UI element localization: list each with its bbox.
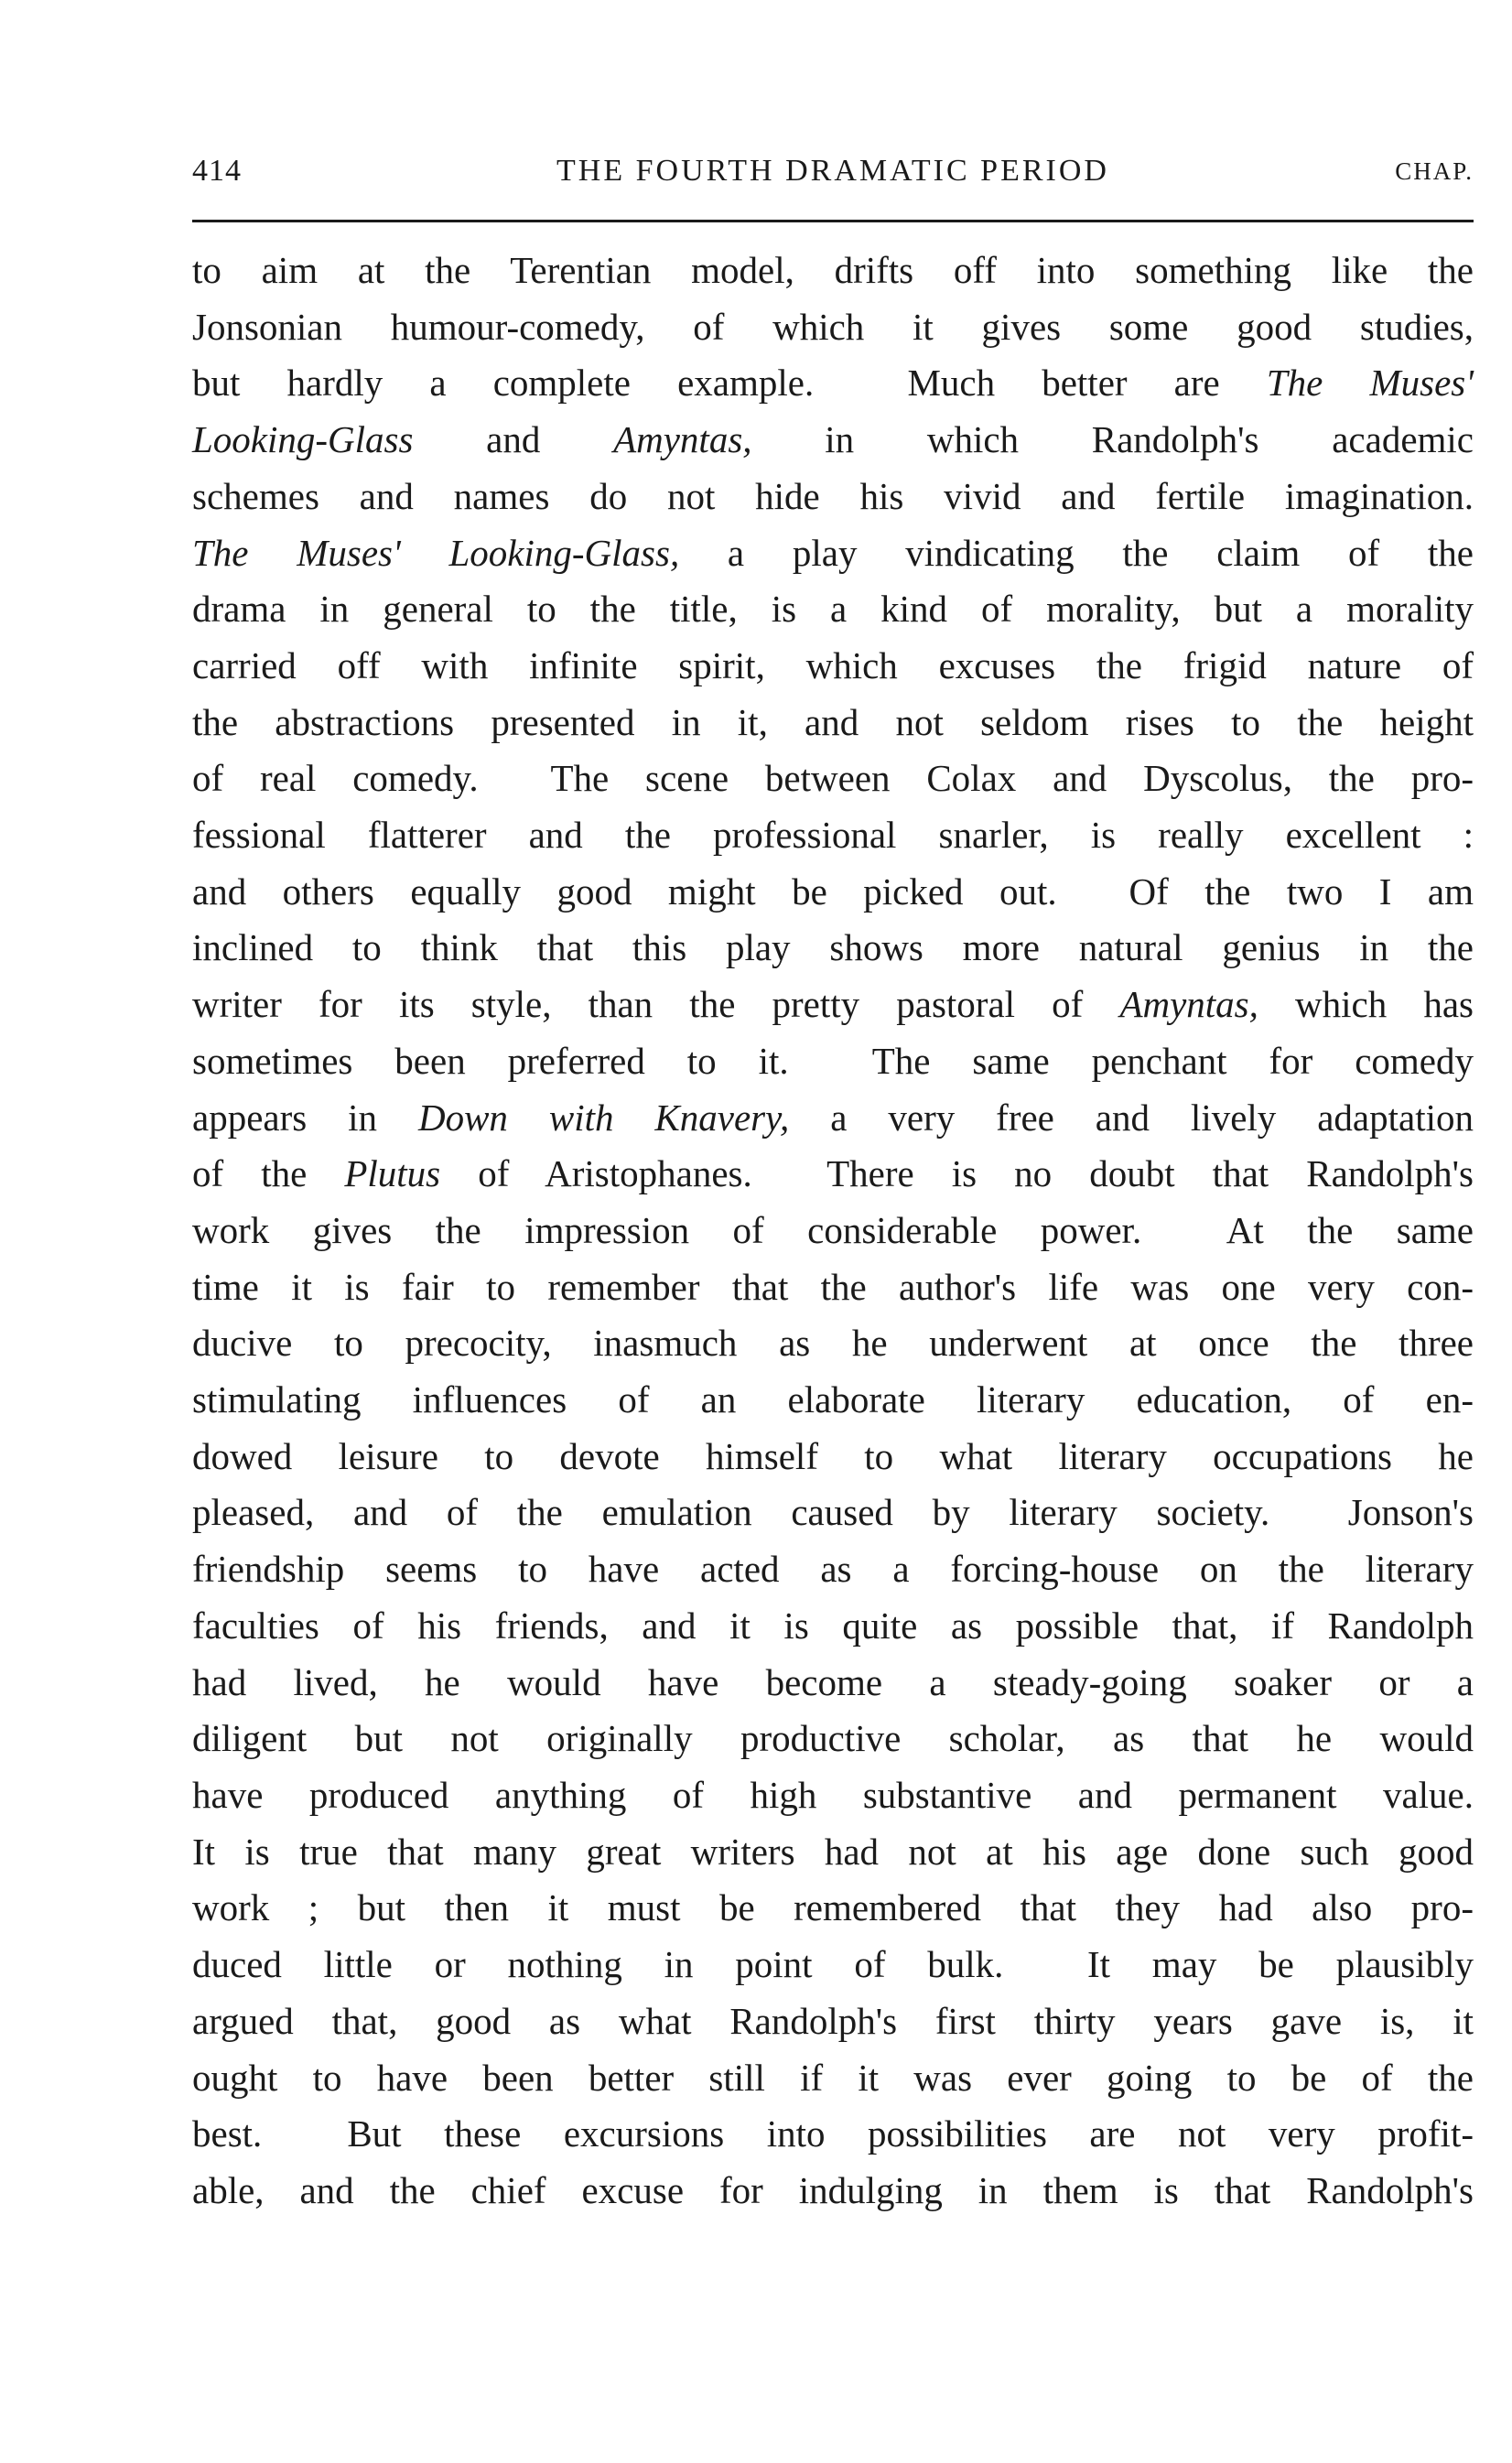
- text-line: [192, 751, 1474, 807]
- text-segment: faculties of his friends, and it is quite as possible that, if Randolph: [192, 1604, 1474, 1647]
- text-segment: work gives the impression of considerable power. At the same: [192, 1208, 1474, 1251]
- text-line: [192, 1146, 1474, 1203]
- text-segment: best. But these excursions into possibilities are not very profit-: [192, 2112, 1474, 2155]
- text-segment: ought to have been better still if it was ever going to be of the: [192, 2056, 1474, 2099]
- text-segment: a play vindicating the claim of the: [679, 531, 1474, 574]
- text-segment: and: [413, 418, 614, 461]
- text-segment: of the: [192, 1152, 345, 1195]
- text-segment: duced little or nothing in point of bulk. It may be plausibly: [192, 1943, 1474, 1986]
- text-segment: argued that, good as what Randolph's first thirty years gave is, it: [192, 1999, 1474, 2042]
- text-segment: had lived, he would have become a steady-going soaker or a: [192, 1660, 1474, 1703]
- text-line: [192, 1655, 1474, 1712]
- text-segment: have produced anything of high substantive and permanent value.: [192, 1773, 1474, 1816]
- text-segment: writer for its style, than the pretty pastoral of: [192, 983, 1120, 1026]
- italic-title: Amyntas,: [1119, 983, 1258, 1026]
- text-segment: drama in general to the title, is a kind of morality, but a morality: [192, 588, 1474, 631]
- text-segment: dowed leisure to devote himself to what literary occupations he: [192, 1434, 1474, 1477]
- text-line: [192, 1033, 1474, 1090]
- text-segment: of real comedy. The scene between Colax and Dyscolus, the pro-: [192, 757, 1474, 800]
- text-line: [192, 243, 1474, 299]
- italic-title: The Muses': [1266, 362, 1474, 405]
- text-line: [192, 1880, 1474, 1937]
- italic-title: Amyntas,: [613, 418, 752, 461]
- text-segment: diligent but not originally productive scholar, as that he would: [192, 1717, 1474, 1760]
- text-segment: schemes and names do not hide his vivid and fertile imagination.: [192, 474, 1474, 517]
- text-line: [192, 355, 1474, 412]
- text-line: [192, 1767, 1474, 1824]
- running-head: [192, 137, 1474, 196]
- italic-title: Looking-Glass: [192, 418, 414, 461]
- text-line: [192, 1315, 1474, 1372]
- text-line: [192, 581, 1474, 638]
- italic-title: Plutus: [344, 1152, 441, 1195]
- text-line: [192, 864, 1474, 921]
- italic-title: Down with Knavery,: [417, 1096, 790, 1139]
- text-line: [192, 1090, 1474, 1147]
- text-segment: fessional flatterer and the professional snarler, is really excellent :: [192, 814, 1474, 857]
- text-segment: sometimes been preferred to it. The same penchant for comedy: [192, 1039, 1474, 1082]
- text-segment: friendship seems to have acted as a forcing-house on the literary: [192, 1548, 1474, 1591]
- page-number: 414: [192, 154, 242, 188]
- text-line: [192, 469, 1474, 525]
- text-line: [192, 1203, 1474, 1259]
- text-segment: to aim at the Terentian model, drifts off into something like the: [192, 249, 1474, 291]
- text-line: [192, 1993, 1474, 2050]
- text-segment: but hardly a complete example. Much better are: [192, 362, 1267, 405]
- text-line: [192, 695, 1474, 751]
- book-page: [192, 137, 1474, 2220]
- text-segment: appears in: [192, 1096, 418, 1139]
- text-segment: ducive to precocity, inasmuch as he underwent at once the three: [192, 1322, 1474, 1365]
- text-line: [192, 638, 1474, 695]
- text-line: [192, 1711, 1474, 1767]
- text-segment: and others equally good might be picked out. Of the two I am: [192, 870, 1474, 913]
- text-segment: inclined to think that this play shows more natural genius in the: [192, 926, 1474, 969]
- text-segment: stimulating influences of an elaborate literary education, of en-: [192, 1378, 1474, 1421]
- text-line: [192, 2050, 1474, 2107]
- text-segment: able, and the chief excuse for indulging in them is that Randolph's: [192, 2168, 1474, 2211]
- text-line: [192, 1541, 1474, 1598]
- text-line: [192, 977, 1474, 1033]
- header-rule: [192, 220, 1474, 222]
- text-line: [192, 412, 1474, 469]
- running-title: THE FOURTH DRAMATIC PERIOD: [556, 154, 1109, 188]
- body-paragraph: [192, 243, 1474, 2220]
- text-line: [192, 920, 1474, 977]
- text-line: [192, 525, 1474, 582]
- text-segment: a very free and lively adaptation: [789, 1096, 1474, 1139]
- text-line: [192, 2106, 1474, 2163]
- text-segment: time it is fair to remember that the author's life was one very con-: [192, 1265, 1474, 1308]
- text-line: [192, 1259, 1474, 1316]
- text-line: [192, 1372, 1474, 1429]
- text-line: [192, 807, 1474, 864]
- text-segment: which has: [1258, 983, 1474, 1026]
- italic-title: The Muses' Looking-Glass,: [192, 531, 680, 574]
- text-line: [192, 1429, 1474, 1485]
- text-segment: It is true that many great writers had not at his age done such good: [192, 1830, 1474, 1873]
- text-line: [192, 299, 1474, 356]
- text-line: [192, 1937, 1474, 1993]
- text-segment: the abstractions presented in it, and not seldom rises to the height: [192, 700, 1474, 743]
- text-line: [192, 1598, 1474, 1655]
- text-segment: pleased, and of the emulation caused by literary society. Jonson's: [192, 1491, 1474, 1534]
- chapter-label: CHAP.: [1395, 157, 1474, 185]
- text-line: [192, 1485, 1474, 1541]
- text-line: [192, 2163, 1474, 2220]
- text-segment: carried off with infinite spirit, which excuses the frigid nature of: [192, 643, 1474, 686]
- text-segment: in which Randolph's academic: [751, 418, 1474, 461]
- text-line: [192, 1824, 1474, 1881]
- text-segment: Jonsonian humour-comedy, of which it gives some good studies,: [192, 305, 1474, 348]
- text-segment: of Aristophanes. There is no doubt that Randolph's: [440, 1152, 1474, 1195]
- text-segment: work ; but then it must be remembered that they had also pro-: [192, 1886, 1474, 1929]
